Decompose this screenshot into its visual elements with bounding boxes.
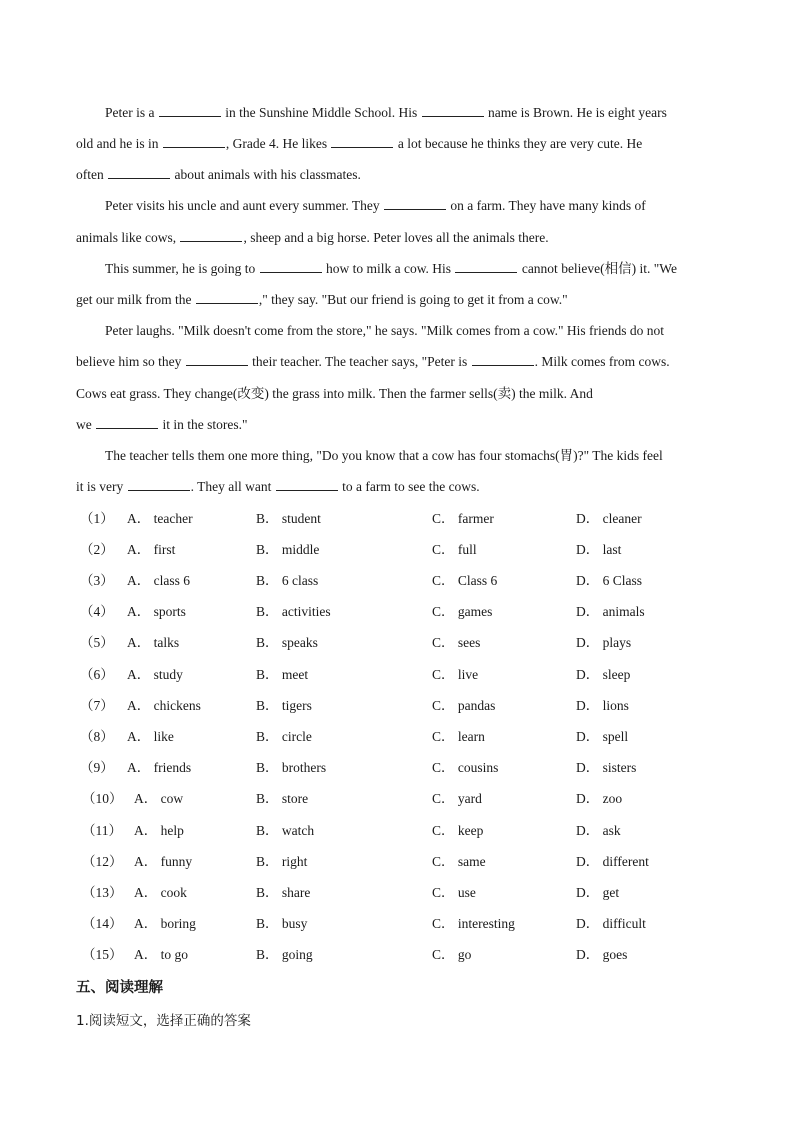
answer-blank-13[interactable] [96,416,158,429]
option-c[interactable]: C． full [432,542,477,557]
option-d[interactable]: D． lions [576,698,629,713]
passage-line [76,166,722,184]
option-d[interactable]: D． spell [576,729,629,744]
option-a[interactable]: A． friends [127,760,192,775]
option-a[interactable]: A． boring [134,916,196,931]
option-c[interactable]: C． yard [432,791,482,806]
passage-line [76,478,722,496]
answer-blank-15[interactable] [276,478,338,491]
option-b[interactable]: B． store [256,791,309,806]
text-segment: This summer, he is going to [105,261,259,276]
question-number: （11） [82,823,122,838]
question-row [76,946,726,964]
option-a[interactable]: A． cook [134,885,187,900]
option-d[interactable]: D． last [576,542,622,557]
question-row [76,603,726,621]
passage-line [105,104,722,122]
answer-blank-9[interactable] [455,260,517,273]
option-b[interactable]: B． watch [256,823,315,838]
option-b[interactable]: B． brothers [256,760,327,775]
question-row [76,510,726,528]
passage-line [105,447,722,465]
text-segment: believe him so they [76,354,185,369]
option-d[interactable]: D． sleep [576,667,631,682]
question-number: （13） [82,885,123,900]
option-d[interactable]: D． animals [576,604,645,619]
passage-line [76,353,722,371]
answer-blank-5[interactable] [108,166,170,179]
option-b[interactable]: B． activities [256,604,331,619]
question-row [76,822,726,840]
answer-blank-7[interactable] [180,229,242,242]
question-number: （6） [80,667,114,682]
option-a[interactable]: A． cow [134,791,184,806]
section-heading: 五、阅读理解 [76,980,163,996]
question-number: （15） [82,947,123,962]
option-c[interactable]: C． pandas [432,698,496,713]
passage-line [76,229,722,247]
option-b[interactable]: B． right [256,854,308,869]
question-number: （12） [82,854,123,869]
option-c[interactable]: C． keep [432,823,484,838]
answer-blank-14[interactable] [128,478,190,491]
answer-blank-4[interactable] [331,135,393,148]
passage-line [76,385,722,403]
text-segment: The teacher tells them one more thing, "Do you know that a cow has four stomachs(胃)?" The kids feel [105,448,663,463]
text-segment: often [76,167,108,182]
option-a[interactable]: A． talks [127,635,180,650]
option-b[interactable]: B． student [256,511,321,526]
question-number: （2） [80,542,114,557]
option-b[interactable]: B． middle [256,542,320,557]
answer-blank-12[interactable] [472,353,534,366]
question-row [76,541,726,559]
passage-line [76,416,722,434]
text-segment: Cows eat grass. They change(改变) the grass into milk. Then the farmer sells(卖) the milk. And [76,386,593,401]
text-segment: it in the stores." [159,417,248,432]
question-number: （14） [82,916,123,931]
option-c[interactable]: C． use [432,885,476,900]
question-row [76,915,726,933]
text-segment: we [76,417,96,432]
option-a[interactable]: A． class 6 [127,573,190,588]
question-number: （7） [80,698,114,713]
question-number: （5） [80,635,114,650]
answer-blank-3[interactable] [163,135,225,148]
text-segment: their teacher. The teacher says, "Peter is [248,354,471,369]
option-c[interactable]: C． learn [432,729,485,744]
question-row [76,666,726,684]
option-c[interactable]: C． games [432,604,493,619]
option-b[interactable]: B． going [256,947,313,962]
option-b[interactable]: B． tigers [256,698,312,713]
option-b[interactable]: B． 6 class [256,573,319,588]
option-c[interactable]: C． live [432,667,479,682]
answer-blank-8[interactable] [260,260,322,273]
option-a[interactable]: A． chickens [127,698,201,713]
question-number: （1） [80,511,114,526]
text-segment: get our milk from the [76,292,195,307]
text-segment: about animals with his classmates. [171,167,361,182]
option-d[interactable]: D． 6 Class [576,573,643,588]
option-a[interactable]: A． first [127,542,176,557]
option-a[interactable]: A． sports [127,604,186,619]
answer-blank-10[interactable] [196,291,258,304]
option-c[interactable]: C． go [432,947,472,962]
text-segment: a lot because he thinks they are very cute. He [394,136,643,151]
text-segment: old and he is in [76,136,162,151]
option-b[interactable]: B． share [256,885,311,900]
question-row [76,884,726,902]
text-segment: in the Sunshine Middle School. His [221,105,421,120]
question-row [76,759,726,777]
option-d[interactable]: D． get [576,885,620,900]
option-a[interactable]: A． teacher [127,511,193,526]
option-a[interactable]: A． study [127,667,183,682]
option-d[interactable]: D． sisters [576,760,637,775]
text-segment: , sheep and a big horse. Peter loves all the animals there. [243,230,549,245]
question-row [76,697,726,715]
question-row [76,728,726,746]
option-b[interactable]: B． circle [256,729,312,744]
option-c[interactable]: C． same [432,854,486,869]
option-a[interactable]: A． help [134,823,184,838]
option-d[interactable]: D． goes [576,947,628,962]
text-segment: ," they say. "But our friend is going to get it from a cow." [258,292,568,307]
question-number: （4） [80,604,114,619]
option-b[interactable]: B． meet [256,667,309,682]
text-segment: . They all want [190,479,275,494]
answer-blank-1[interactable] [159,104,221,117]
question-number: （8） [80,729,114,744]
option-d[interactable]: D． ask [576,823,621,838]
option-d[interactable]: D． cleaner [576,511,642,526]
text-segment: Peter laughs. "Milk doesn't come from the store," he says. "Milk comes from a cow." His friends do not [105,323,664,338]
section-instruction: 1.阅读短文，选择正确的答案 [76,1013,251,1029]
text-segment: name is Brown. He is eight years [484,105,667,120]
passage-line [105,260,722,278]
option-d[interactable]: D． difficult [576,916,646,931]
option-d[interactable]: D． different [576,854,649,869]
question-number: （3） [80,573,114,588]
question-row [76,853,726,871]
option-d[interactable]: D． zoo [576,791,623,806]
text-segment: cannot believe(相信) it. "We [518,261,677,276]
question-row [76,572,726,590]
option-c[interactable]: C． Class 6 [432,573,498,588]
option-c[interactable]: C． sees [432,635,481,650]
passage-line [76,135,722,153]
question-row [76,790,726,808]
option-c[interactable]: C． interesting [432,916,515,931]
option-c[interactable]: C． cousins [432,760,499,775]
text-segment: Peter visits his uncle and aunt every summer. They [105,198,383,213]
option-a[interactable]: A． to go [134,947,188,962]
text-segment: . Milk comes from cows. [534,354,670,369]
text-segment: how to milk a cow. His [322,261,455,276]
passage-line [105,322,722,340]
question-number: （10） [82,791,123,806]
answer-blank-6[interactable] [384,197,446,210]
answer-blank-2[interactable] [422,104,484,117]
option-a[interactable]: A． like [127,729,174,744]
option-d[interactable]: D． plays [576,635,632,650]
text-segment: on a farm. They have many kinds of [446,198,646,213]
option-c[interactable]: C． farmer [432,511,494,526]
passage-line [105,197,722,215]
text-segment: , Grade 4. He likes [225,136,331,151]
question-row [76,634,726,652]
option-b[interactable]: B． busy [256,916,308,931]
text-segment: to a farm to see the cows. [338,479,480,494]
text-segment: animals like cows, [76,230,180,245]
passage-line [76,291,722,309]
text-segment: it is very [76,479,127,494]
text-segment: Peter is a [105,105,158,120]
answer-blank-11[interactable] [186,353,248,366]
option-a[interactable]: A． funny [134,854,193,869]
question-number: （9） [80,760,114,775]
option-b[interactable]: B． speaks [256,635,318,650]
